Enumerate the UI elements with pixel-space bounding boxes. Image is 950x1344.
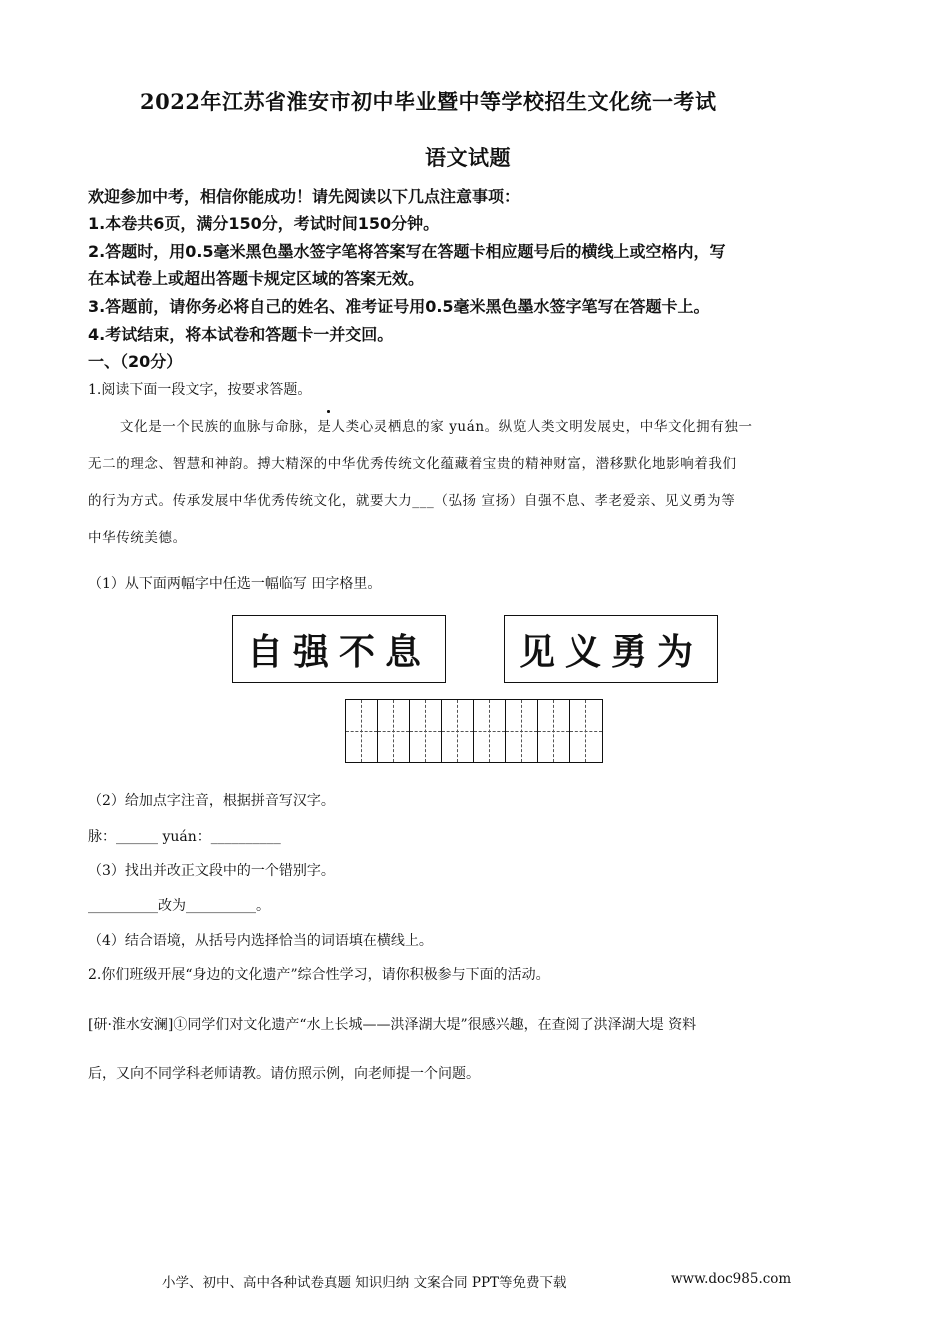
calligraphy-sample-right xyxy=(504,615,718,683)
sub-question-1: （1）从下面两幅字中任选一幅临写 田字格里。 xyxy=(88,576,382,592)
notice-item: 4.考试结束，将本试卷和答题卡一并交回。 xyxy=(88,325,394,344)
emphasis-dot xyxy=(327,410,330,413)
notice-item: 1.本卷共6页，满分150分，考试时间150分钟。 xyxy=(88,214,440,233)
notice-intro: 欢迎参加中考，相信你能成功！请先阅读以下几点注意事项： xyxy=(88,187,521,206)
calligraphy-text: 自强不息 xyxy=(246,631,431,673)
grid-cell[interactable] xyxy=(474,700,506,762)
grid-cell[interactable] xyxy=(346,700,378,762)
passage-line: 中华传统美德。 xyxy=(88,530,187,546)
grid-cell[interactable] xyxy=(538,700,570,762)
grid-cell[interactable] xyxy=(378,700,410,762)
sub-question-3: （3）找出并改正文段中的一个错别字。 xyxy=(88,863,335,879)
passage-line: 无二的理念、智慧和神韵。搏大精深的中华优秀传统文化蕴藏着宝贵的精神财富，潜移默化地影响着我们 xyxy=(88,456,737,472)
sub-question-3-answer[interactable]: __________改为__________。 xyxy=(88,898,270,914)
notice-item: 在本试卷上或超出答题卡规定区域的答案无效。 xyxy=(88,269,425,288)
sub-question-2-answer[interactable]: 脉：______ yuán：__________ xyxy=(88,829,281,845)
sub-question-4: （4）结合语境，从括号内选择恰当的词语填在横线上。 xyxy=(88,933,433,949)
grid-cell[interactable] xyxy=(410,700,442,762)
exam-subtitle: 语文试题 xyxy=(425,145,511,170)
grid-cell[interactable] xyxy=(506,700,538,762)
exam-title: 2022年江苏省淮安市初中毕业暨中等学校招生文化统一考试 xyxy=(140,89,717,114)
section-heading: 一、（20分） xyxy=(88,352,183,371)
grid-cell[interactable] xyxy=(442,700,474,762)
tian-zi-grid[interactable] xyxy=(345,699,603,763)
footer-text: 小学、初中、高中各种试卷真题 知识归纳 文案合同 PPT等免费下载 xyxy=(162,1275,567,1291)
footer-link[interactable]: www.doc985.com xyxy=(671,1271,792,1287)
sub-question-2: （2）给加点字注音，根据拼音写汉字。 xyxy=(88,793,335,809)
question-2-line: [研·淮水安澜]①同学们对文化遗产“水上长城——洪泽湖大堤”很感兴趣，在查阅了洪泽湖大堤 资料 xyxy=(88,1017,697,1033)
passage-line: 文化是一个民族的血脉与命脉，是人类心灵栖息的家 yuán。纵览人类文明发展史，中华文化拥有独一 xyxy=(120,419,753,435)
passage-line: 的行为方式。传承发展中华优秀传统文化，就要大力___（弘扬 宣扬）自强不息、孝老爱亲、见义勇为等 xyxy=(88,493,736,509)
notice-item: 3.答题前，请你务必将自己的姓名、准考证号用0.5毫米黑色墨水签字笔写在答题卡上。 xyxy=(88,297,710,316)
notice-item: 2.答题时，用0.5毫米黑色墨水签字笔将答案写在答题卡相应题号后的横线上或空格内，写 xyxy=(88,242,726,261)
question-2-prompt: 2.你们班级开展“身边的文化遗产”综合性学习，请你积极参与下面的活动。 xyxy=(88,967,550,983)
grid-cell[interactable] xyxy=(570,700,602,762)
calligraphy-sample-left xyxy=(232,615,446,683)
calligraphy-text: 见义勇为 xyxy=(518,631,703,673)
question-2-line: 后，又向不同学科老师请教。请仿照示例，向老师提一个问题。 xyxy=(88,1066,480,1082)
question-1-prompt: 1.阅读下面一段文字，按要求答题。 xyxy=(88,382,312,398)
